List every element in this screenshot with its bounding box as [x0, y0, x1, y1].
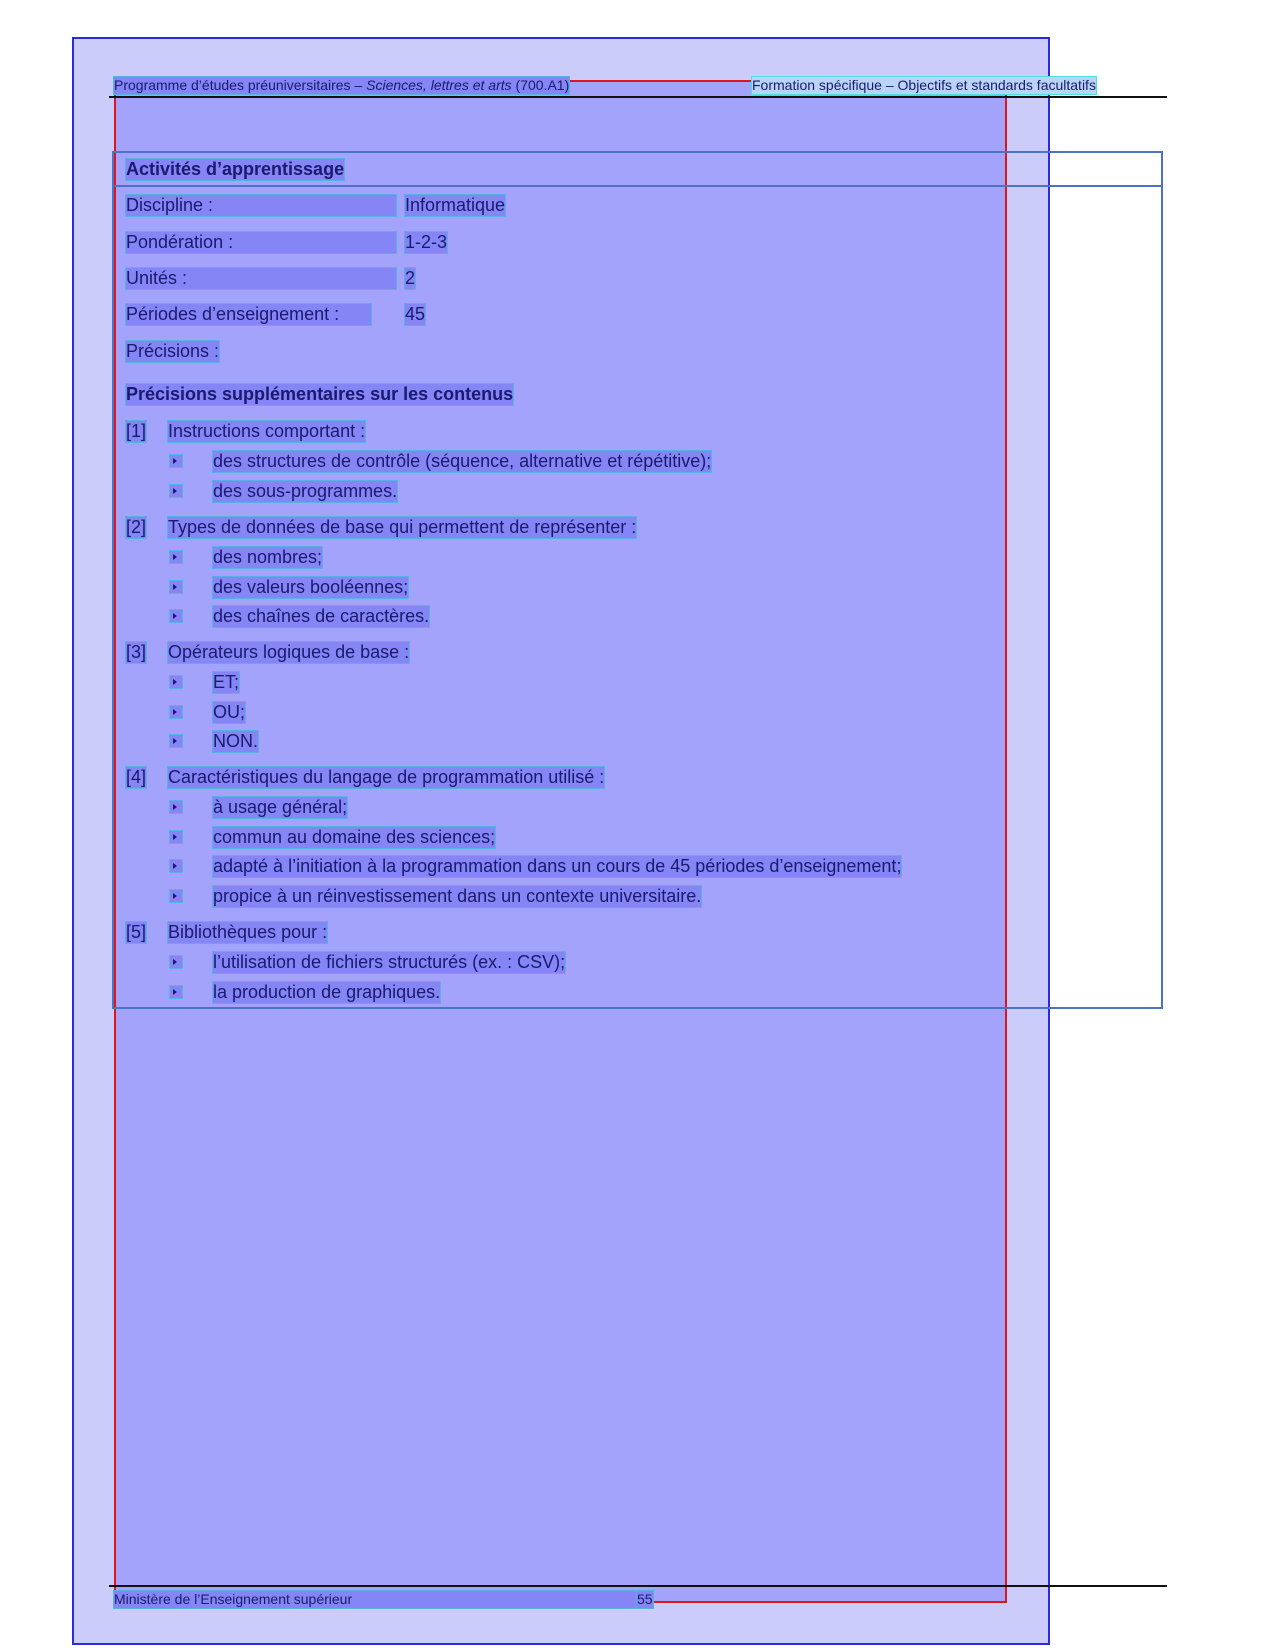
list-item: ET; — [213, 672, 240, 692]
item-number: [4] — [126, 767, 147, 787]
bullet-icon — [170, 831, 182, 843]
list-item: l’utilisation de fichiers structurés (ex. : CSV); — [213, 952, 566, 972]
item-number: [1] — [126, 421, 147, 441]
list-item: des sous-programmes. — [213, 481, 398, 501]
header-program-prefix: Programme d’études préuniversitaires – — [114, 77, 367, 93]
list-item: la production de graphiques. — [213, 982, 441, 1002]
field-value-unites: 2 — [405, 268, 416, 288]
activities-box-divider — [112, 185, 1163, 187]
item-heading: Bibliothèques pour : — [168, 922, 328, 942]
list-item: NON. — [213, 731, 258, 751]
list-item: OU; — [213, 702, 246, 722]
field-label-precisions: Précisions : — [126, 341, 220, 361]
field-value-discipline: Informatique — [405, 195, 506, 215]
list-item: des chaînes de caractères. — [213, 606, 430, 626]
field-label-periodes: Périodes d’enseignement : — [126, 304, 371, 325]
item-number: [5] — [126, 922, 147, 942]
item-number: [3] — [126, 642, 147, 662]
field-value-ponderation: 1-2-3 — [405, 232, 448, 252]
bullet-icon — [170, 801, 182, 813]
list-item: à usage général; — [213, 797, 348, 817]
bullet-icon — [170, 455, 182, 467]
footer-rule — [109, 1585, 1167, 1587]
list-item: des structures de contrôle (séquence, alternative et répétitive); — [213, 451, 712, 471]
item-heading: Types de données de base qui permettent de représenter : — [168, 517, 637, 537]
header-program-italic: Sciences, lettres et arts — [366, 77, 512, 93]
bullet-icon — [170, 986, 182, 998]
item-heading: Instructions comportant : — [168, 421, 366, 441]
item-heading: Opérateurs logiques de base : — [168, 642, 410, 662]
header-program-title — [114, 77, 569, 94]
bullet-icon — [170, 610, 182, 622]
list-item: propice à un réinvestissement dans un contexte universitaire. — [213, 886, 702, 906]
list-item: des nombres; — [213, 547, 323, 567]
field-label-ponderation: Pondération : — [126, 232, 396, 253]
bullet-icon — [170, 735, 182, 747]
header-section-title: Formation spécifique – Objectifs et standards facultatifs — [752, 77, 1096, 93]
bullet-icon — [170, 956, 182, 968]
field-value-periodes: 45 — [405, 304, 426, 324]
bullet-icon — [170, 551, 182, 563]
header-program-suffix: (700.A1) — [511, 77, 570, 93]
bullet-icon — [170, 706, 182, 718]
activities-title: Activités d’apprentissage — [126, 159, 345, 179]
item-heading: Caractéristiques du langage de programmation utilisé : — [168, 767, 605, 787]
field-label-discipline: Discipline : — [126, 195, 396, 216]
list-item: commun au domaine des sciences; — [213, 827, 496, 847]
bullet-icon — [170, 485, 182, 497]
header-rule — [109, 96, 1167, 98]
footer-page-number: 55 — [637, 1591, 653, 1607]
bullet-icon — [170, 860, 182, 872]
bullet-icon — [170, 890, 182, 902]
bullet-icon — [170, 581, 182, 593]
list-item: adapté à l’initiation à la programmation dans un cours de 45 périodes d’enseignement; — [213, 856, 902, 876]
field-label-unites: Unités : — [126, 268, 396, 289]
list-item: des valeurs booléennes; — [213, 577, 409, 597]
footer-ministry: Ministère de l’Enseignement supérieur — [114, 1591, 649, 1608]
item-number: [2] — [126, 517, 147, 537]
contents-subtitle: Précisions supplémentaires sur les contenus — [126, 384, 514, 404]
bullet-icon — [170, 676, 182, 688]
